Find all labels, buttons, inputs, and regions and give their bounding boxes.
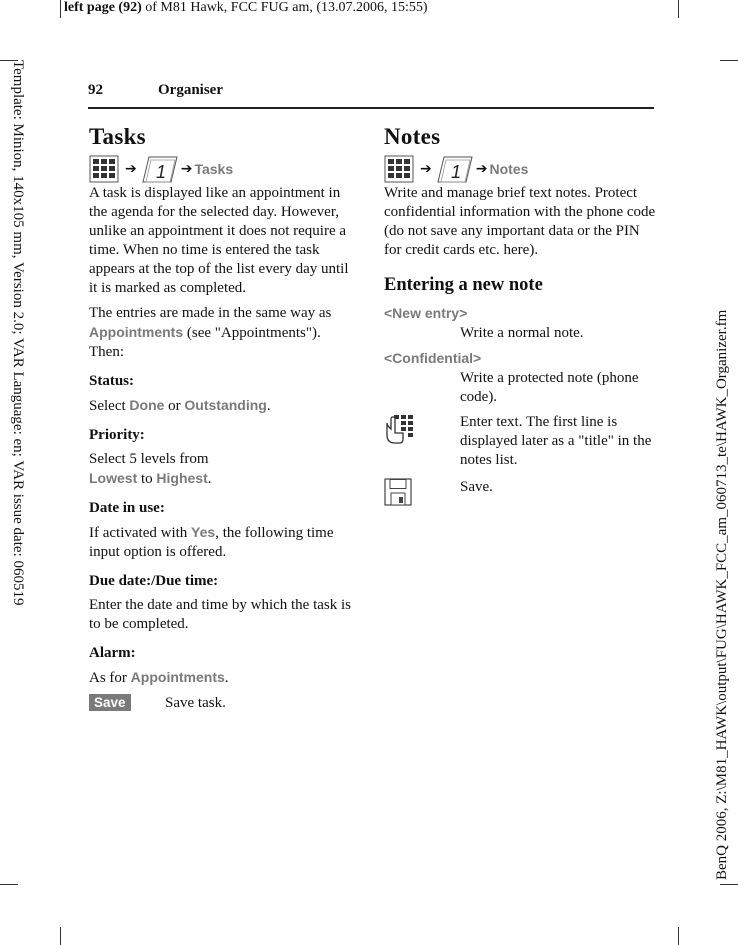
save-softkey: Save bbox=[89, 694, 131, 711]
tasks-entries-text: The entries are made in the same way as Appointments (see "Appointments"). Then: bbox=[89, 305, 332, 360]
organiser-calendar-icon bbox=[434, 155, 474, 183]
arrow-right-icon: ➔ bbox=[475, 160, 488, 177]
crop-mark bbox=[60, 927, 61, 945]
alarm-text: As for Appointments. bbox=[89, 669, 229, 686]
tasks-title: Tasks bbox=[89, 124, 146, 149]
page-number: 92 bbox=[88, 82, 103, 98]
confidential-text: Write a protected note (phone code). bbox=[460, 370, 639, 405]
section-title: Organiser bbox=[158, 82, 223, 98]
notes-column bbox=[384, 122, 656, 520]
crop-mark bbox=[0, 884, 18, 885]
entering-note-heading: Entering a new note bbox=[384, 275, 543, 295]
menu-grid-icon bbox=[384, 155, 414, 183]
tasks-intro: A task is displayed like an appointment in the agenda for the selected day. However, unlike an appointment it does not require a time. When no time is entered the task appears at the top of the list every day until it is marked as completed. bbox=[89, 185, 349, 296]
save-task-text: Save task. bbox=[165, 695, 226, 711]
enter-text-row bbox=[384, 413, 656, 470]
svg-text:1: 1 bbox=[155, 162, 166, 182]
new-entry-text: Write a normal note. bbox=[460, 325, 584, 341]
new-entry-option: <New entry> bbox=[384, 305, 468, 321]
keypad-hand-icon bbox=[384, 413, 416, 445]
confidential-option: <Confidential> bbox=[384, 350, 482, 366]
status-text: Select Done or Outstanding. bbox=[89, 397, 271, 414]
notes-menu-path bbox=[384, 154, 656, 184]
arrow-right-icon: ➔ bbox=[420, 160, 432, 177]
priority-text: Select 5 levels from Lowest to Highest. bbox=[89, 451, 212, 487]
priority-heading: Priority: bbox=[89, 427, 145, 443]
date-in-use-text: If activated with Yes, the following time input option is offered. bbox=[89, 524, 334, 560]
arrow-right-icon: ➔ bbox=[125, 160, 137, 177]
header-rule bbox=[88, 107, 654, 109]
print-slug: left page (92) of M81 Hawk, FCC FUG am, (13.07.2006, 15:55) bbox=[64, 0, 428, 15]
notes-intro: Write and manage brief text notes. Protect confidential information with the phone code (do not save any important data or the PIN for credit cards etc. here). bbox=[384, 185, 656, 258]
file-path-info: BenQ 2006, Z:\M81_HAWK\output\FUG\HAWK_FCC_am_060713_te\HAWK_Organizer.fm bbox=[714, 309, 730, 880]
save-note-text: Save. bbox=[460, 479, 493, 495]
template-info: Template: Minion, 140x105 mm, Version 2.0; VAR Language: en; VAR issue date: 060519 bbox=[10, 60, 26, 606]
due-text: Enter the date and time by which the task is to be completed. bbox=[89, 597, 352, 632]
due-heading: Due date:/Due time: bbox=[89, 573, 219, 589]
notes-path-label: Notes bbox=[489, 160, 529, 177]
alarm-heading: Alarm: bbox=[89, 645, 136, 661]
status-heading: Status: bbox=[89, 373, 135, 389]
file-path-sidebar bbox=[708, 0, 738, 945]
save-note-row bbox=[384, 478, 656, 512]
template-sidebar bbox=[6, 60, 30, 660]
tasks-path-label: Tasks bbox=[194, 160, 234, 177]
arrow-right-icon: ➔ bbox=[180, 160, 193, 177]
enter-text-description: Enter text. The first line is displayed later as a "title" in the notes list. bbox=[460, 414, 652, 468]
tasks-column bbox=[89, 122, 357, 721]
menu-grid-icon bbox=[89, 155, 119, 183]
crop-mark bbox=[678, 927, 679, 945]
notes-title: Notes bbox=[384, 124, 441, 149]
save-task-row bbox=[89, 694, 357, 713]
svg-text:1: 1 bbox=[450, 162, 461, 182]
tasks-menu-path bbox=[89, 154, 357, 184]
date-in-use-heading: Date in use: bbox=[89, 500, 165, 516]
page-header bbox=[88, 82, 654, 108]
crop-mark bbox=[60, 0, 61, 18]
crop-mark bbox=[678, 0, 679, 18]
organiser-calendar-icon bbox=[139, 155, 179, 183]
save-floppy-icon bbox=[384, 478, 412, 506]
